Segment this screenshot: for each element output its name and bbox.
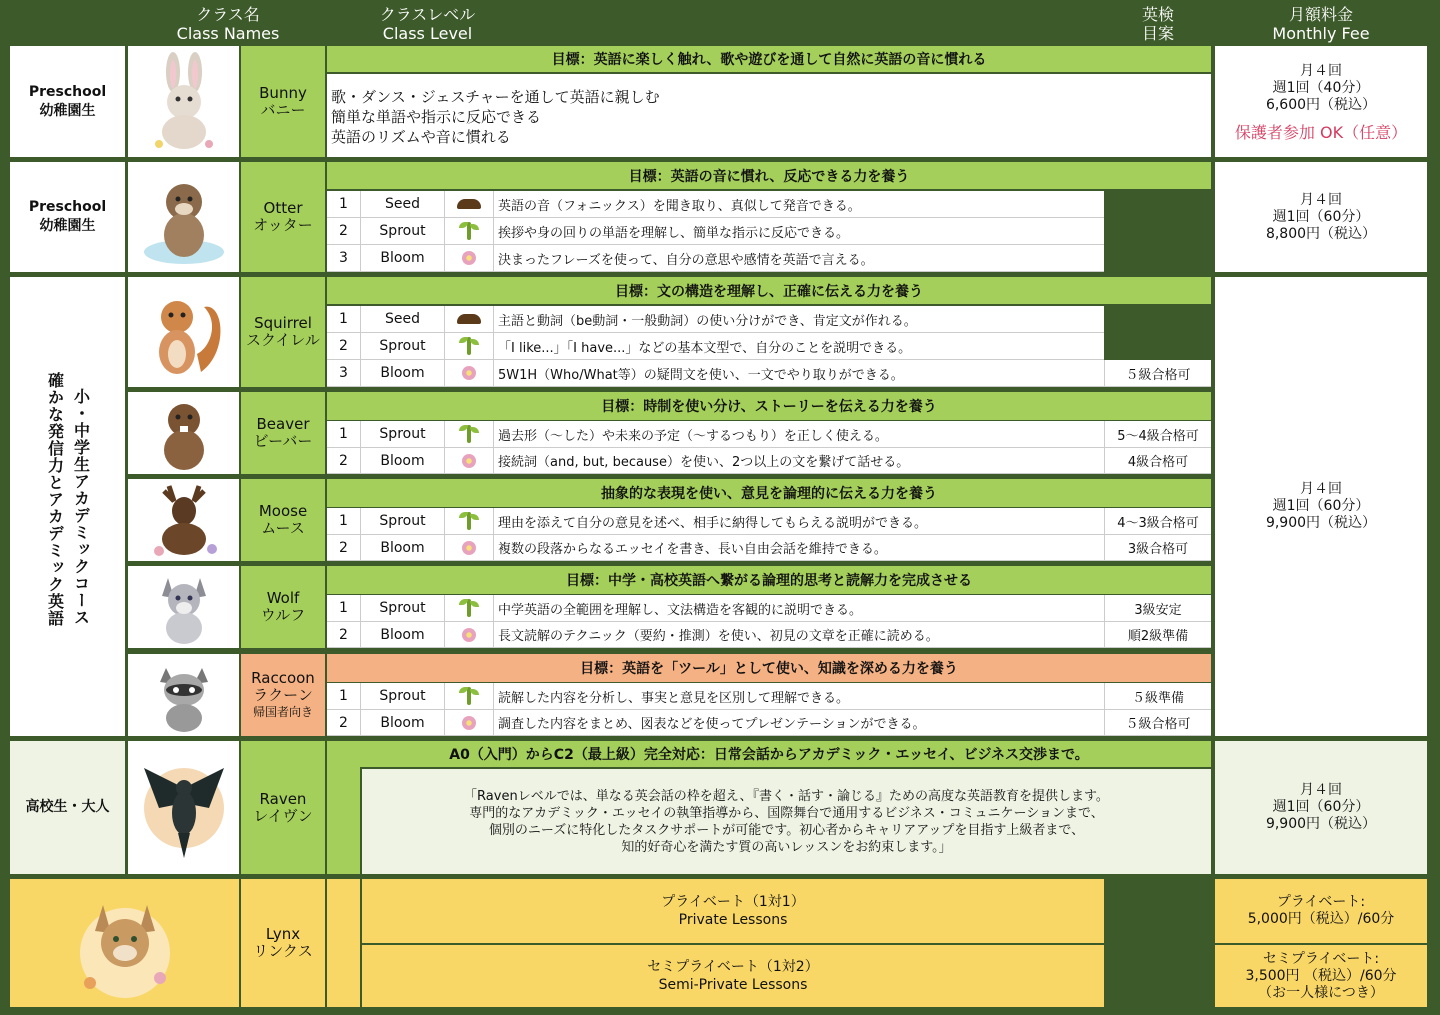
fee-semi-private: セミプライベート: 3,500円 （税込）/60分 （お一人様につき） xyxy=(1215,945,1427,1007)
beaver-row-2-eiken: 4級合格可 xyxy=(1104,448,1211,474)
beaver-row-2-number: 2 xyxy=(327,448,360,474)
class-squirrel: Squirrel スクイレル xyxy=(241,277,325,387)
raccoon-row-2-number: 2 xyxy=(327,710,360,736)
class-bunny: Bunny バニー xyxy=(241,46,325,157)
moose-row-2-level: Bloom xyxy=(360,535,444,561)
otter-image xyxy=(128,162,239,272)
sprout-icon xyxy=(467,222,471,240)
moose-row-1-icon xyxy=(444,508,493,535)
fee-raven: 月４回 週1回（60分） 9,900円（税込） xyxy=(1215,741,1427,874)
beaver-row-2-icon xyxy=(444,448,493,474)
age-highschool-adult: 高校生・大人 xyxy=(10,741,125,874)
wolf-row-2-number: 2 xyxy=(327,622,360,648)
otter-row-3-number: 3 xyxy=(327,245,360,272)
bunny-goal: 目標：英語に楽しく触れ、歌や遊びを通して自然に英語の音に慣れる xyxy=(327,46,1211,72)
wolf-row-2-level: Bloom xyxy=(360,622,444,648)
lynx-private-lessons: プライベート（1対1） Private Lessons xyxy=(362,879,1104,943)
raccoon-row-1-eiken: ５級準備 xyxy=(1104,683,1211,710)
otter-row-2-icon xyxy=(444,218,493,245)
squirrel-row-3-eiken: ５級合格可 xyxy=(1104,360,1211,387)
beaver-icon xyxy=(144,394,224,472)
squirrel-icon xyxy=(139,282,229,382)
sprout-icon xyxy=(467,425,471,443)
raccoon-row-1-icon xyxy=(444,683,493,710)
wolf-row-1-icon xyxy=(444,595,493,622)
raccoon-row-1-level: Sprout xyxy=(360,683,444,710)
class-lynx: Lynx リンクス xyxy=(241,879,325,1007)
flower-icon xyxy=(462,541,476,555)
header-class-level: クラスレベル Class Level xyxy=(379,5,476,43)
flower-icon xyxy=(462,454,476,468)
wolf-row-1-eiken: 3級安定 xyxy=(1104,595,1211,622)
header-eiken: 英検 目案 xyxy=(1141,5,1174,43)
header-class-names: クラス名 Class Names xyxy=(176,5,280,43)
beaver-image xyxy=(128,392,239,474)
parent-participation-note: 保護者参加 OK（任意） xyxy=(1234,122,1408,142)
wolf-row-2-icon xyxy=(444,622,493,648)
moose-row-1-eiken: 4～3級合格可 xyxy=(1104,508,1211,535)
beaver-row-1-icon xyxy=(444,421,493,448)
class-beaver: Beaver ビーバー xyxy=(241,392,325,474)
otter-row-3-description: 決まったフレーズを使って、自分の意思や感情を英語で言える。 xyxy=(493,245,1104,272)
squirrel-row-3-icon xyxy=(444,360,493,387)
class-moose: Moose ムース xyxy=(241,479,325,561)
raven-left-spacer xyxy=(327,767,360,874)
age-academic xyxy=(10,277,125,736)
fee-bunny: 月４回 週1回（40分） 6,600円（税込） 保護者参加 OK（任意） xyxy=(1215,46,1427,157)
moose-row-1-description: 理由を添えて自分の意見を述べ、相手に納得してもらえる説明ができる。 xyxy=(493,508,1104,535)
beaver-row-2-level: Bloom xyxy=(360,448,444,474)
class-wolf: Wolf ウルフ xyxy=(241,566,325,648)
moose-image xyxy=(128,479,239,561)
beaver-row-2-description: 接続詞（and, but, because）を使い、2つ以上の文を繋げて話せる。 xyxy=(493,448,1104,474)
raven-description: 「Ravenレベルでは、単なる英会話の枠を超え、『書く・話す・論じる』ための高度な英語教育を提供します。 専門的なアカデミック・エッセイの執筆指導から、国際舞台で通用するビジネス・コミュニケーションまで、 個別のニーズに特化したタスクサポートが可能です。初心者からキャリアアップを目指す上級者まで、 知的好奇心を満たす質の高いレッスンをお約束します。」 xyxy=(362,769,1211,874)
sprout-icon xyxy=(467,337,471,355)
raccoon-row-1-number: 1 xyxy=(327,683,360,710)
squirrel-row-3-description: 5W1H（Who/What等）の疑問文を使い、一文でやり取りができる。 xyxy=(493,360,1104,387)
age-preschool-2: Preschool 幼稚園生 xyxy=(10,162,125,272)
raccoon-image xyxy=(128,654,239,736)
beaver-row-1-eiken: 5～4級合格可 xyxy=(1104,421,1211,448)
fee-private: プライベート: 5,000円（税込）/60分 xyxy=(1215,879,1427,943)
squirrel-row-3-number: 3 xyxy=(327,360,360,387)
lynx-image xyxy=(10,879,239,1007)
bunny-description: 歌・ダンス・ジェスチャーを通して英語に親しむ 簡単な単語や指示に反応できる 英語のリズムや音に慣れる xyxy=(327,74,1211,157)
class-raccoon: Raccoon ラクーン 帰国者向き xyxy=(241,654,325,736)
raven-goal: A0（入門）からC2（最上級）完全対応：日常会話からアカデミック・エッセイ、ビジネス交渉まで。 xyxy=(327,741,1211,767)
squirrel-row-1-level: Seed xyxy=(360,306,444,333)
raccoon-row-2-description: 調査した内容をまとめ、図表などを使ってプレゼンテーションができる。 xyxy=(493,710,1104,736)
academic-course-subtitle: 確かな発信力とアカデミック英語 xyxy=(45,372,65,627)
raccoon-row-2-icon xyxy=(444,710,493,736)
moose-goal: 抽象的な表現を使い、意見を論理的に伝える力を養う xyxy=(327,479,1211,507)
beaver-row-1-description: 過去形（～した）や未来の予定（～するつもり）を正しく使える。 xyxy=(493,421,1104,448)
wolf-image xyxy=(128,566,239,648)
fee-academic: 月４回 週1回（60分） 9,900円（税込） xyxy=(1215,277,1427,736)
wolf-icon xyxy=(144,568,224,646)
wolf-row-2-description: 長文読解のテクニック（要約・推測）を使い、初見の文章を正確に読める。 xyxy=(493,622,1104,648)
sprout-icon xyxy=(467,512,471,530)
squirrel-row-2-icon xyxy=(444,333,493,360)
otter-row-1-icon xyxy=(444,191,493,218)
bunny-image xyxy=(128,46,239,157)
raven-icon xyxy=(134,748,234,868)
otter-row-3-icon xyxy=(444,245,493,272)
lynx-icon xyxy=(65,883,185,1003)
squirrel-row-2-description: 「I like...」「I have...」などの基本文型で、自分のことを説明できる。 xyxy=(493,333,1104,360)
flower-icon xyxy=(462,251,476,265)
moose-icon xyxy=(144,481,224,559)
flower-icon xyxy=(462,628,476,642)
squirrel-row-1-number: 1 xyxy=(327,306,360,333)
otter-row-2-number: 2 xyxy=(327,218,360,245)
lynx-left-spacer xyxy=(327,879,360,1007)
squirrel-row-3-level: Bloom xyxy=(360,360,444,387)
otter-row-1-number: 1 xyxy=(327,191,360,218)
wolf-row-1-description: 中学英語の全範囲を理解し、文法構造を客観的に説明できる。 xyxy=(493,595,1104,622)
raccoon-note: 帰国者向き xyxy=(252,704,313,719)
squirrel-row-1-description: 主語と動詞（be動詞・一般動詞）の使い分けができ、肯定文が作れる。 xyxy=(493,306,1104,333)
squirrel-row-2-level: Sprout xyxy=(360,333,444,360)
moose-row-2-description: 複数の段落からなるエッセイを書き、長い自由会話を維持できる。 xyxy=(493,535,1104,561)
class-raven: Raven レイヴン xyxy=(241,741,325,874)
raccoon-row-2-level: Bloom xyxy=(360,710,444,736)
squirrel-row-1-icon xyxy=(444,306,493,333)
beaver-row-1-level: Sprout xyxy=(360,421,444,448)
raccoon-goal: 目標：英語を「ツール」として使い、知識を深める力を養う xyxy=(327,654,1211,682)
squirrel-image xyxy=(128,277,239,387)
seed-icon xyxy=(457,199,481,209)
otter-row-3-level: Bloom xyxy=(360,245,444,272)
raven-image xyxy=(128,741,239,874)
wolf-row-1-level: Sprout xyxy=(360,595,444,622)
wolf-row-1-number: 1 xyxy=(327,595,360,622)
otter-icon xyxy=(139,167,229,267)
squirrel-row-2-number: 2 xyxy=(327,333,360,360)
beaver-row-1-number: 1 xyxy=(327,421,360,448)
seed-icon xyxy=(457,314,481,324)
otter-goal: 目標：英語の音に慣れ、反応できる力を養う xyxy=(327,162,1211,189)
header-monthly-fee: 月額料金 Monthly Fee xyxy=(1272,5,1370,43)
sprout-icon xyxy=(467,687,471,705)
moose-row-2-number: 2 xyxy=(327,535,360,561)
fee-otter: 月４回 週1回（60分） 8,800円（税込） xyxy=(1215,162,1427,272)
raccoon-row-2-eiken: ５級合格可 xyxy=(1104,710,1211,736)
age-preschool-1: Preschool 幼稚園生 xyxy=(10,46,125,157)
moose-row-1-number: 1 xyxy=(327,508,360,535)
sprout-icon xyxy=(467,599,471,617)
raccoon-row-1-description: 読解した内容を分析し、事実と意見を区別して理解できる。 xyxy=(493,683,1104,710)
moose-row-1-level: Sprout xyxy=(360,508,444,535)
lynx-semi-private-lessons: セミプライベート（1対2） Semi-Private Lessons xyxy=(362,945,1104,1007)
squirrel-goal: 目標：文の構造を理解し、正確に伝える力を養う xyxy=(327,277,1211,304)
class-otter: Otter オッター xyxy=(241,162,325,272)
flower-icon xyxy=(462,716,476,730)
moose-row-2-eiken: 3級合格可 xyxy=(1104,535,1211,561)
flower-icon xyxy=(462,366,476,380)
wolf-goal: 目標：中学・高校英語へ繋がる論理的思考と読解力を完成させる xyxy=(327,566,1211,594)
otter-row-1-level: Seed xyxy=(360,191,444,218)
wolf-row-2-eiken: 順2級準備 xyxy=(1104,622,1211,648)
rabbit-icon xyxy=(139,52,229,152)
academic-course-title: 小・中学生アカデミックコース xyxy=(71,387,91,626)
otter-row-2-level: Sprout xyxy=(360,218,444,245)
otter-row-1-description: 英語の音（フォニックス）を聞き取り、真似して発音できる。 xyxy=(493,191,1104,218)
otter-row-2-description: 挨拶や身の回りの単語を理解し、簡単な指示に反応できる。 xyxy=(493,218,1104,245)
beaver-goal: 目標：時制を使い分け、ストーリーを伝える力を養う xyxy=(327,392,1211,420)
raccoon-icon xyxy=(144,656,224,734)
moose-row-2-icon xyxy=(444,535,493,561)
